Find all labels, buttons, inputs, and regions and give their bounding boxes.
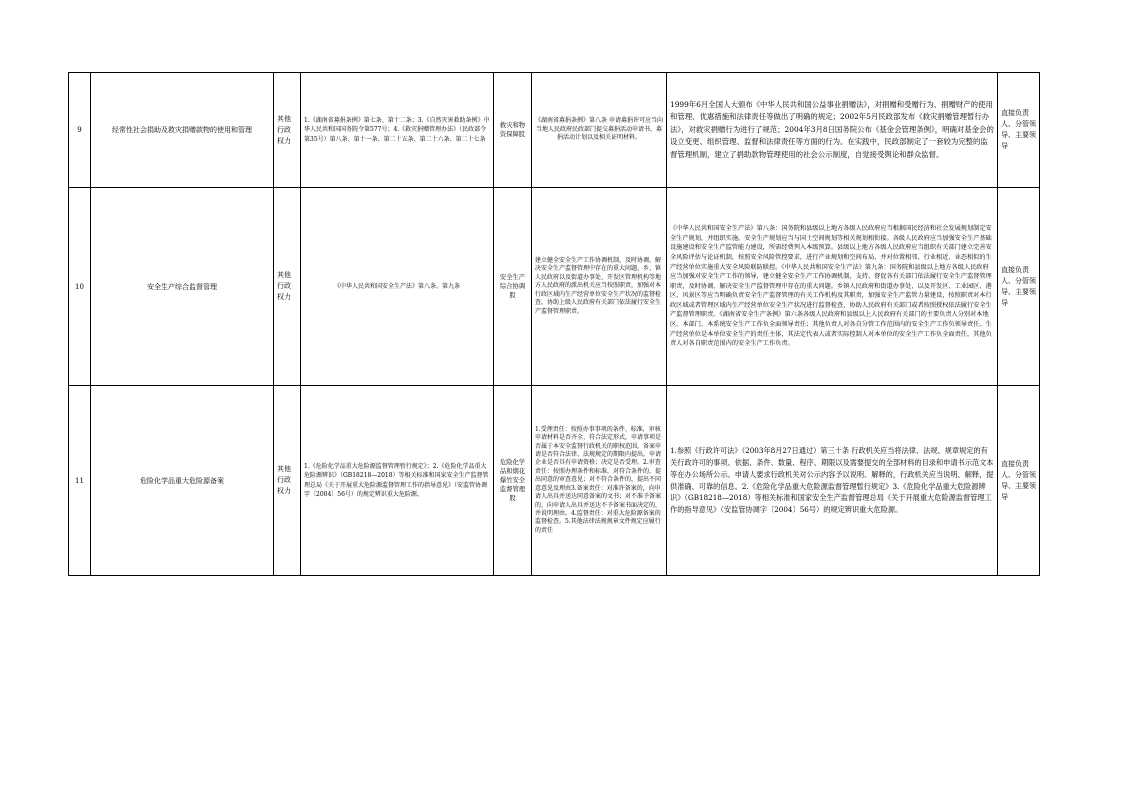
legal-basis: 1.《湖南省募捐条例》第七条、第十二条；3.《自然灾害救助条例》中华人民共和国国务院令第577号；4.《救灾捐赠管理办法》（民政部令第35号）第八条、第十一条、第二十五条、第二十六条、第二十七条	[301, 73, 494, 188]
power-name: 安全生产综合监督管理	[91, 188, 274, 386]
table-row	[69, 386, 1040, 576]
power-list-table	[68, 72, 1040, 576]
power-type: 其他行政权力	[274, 188, 301, 386]
power-type: 其他行政权力	[274, 73, 301, 188]
responsible-subject: 直接负责人、分管领导、主要领导	[998, 188, 1040, 386]
power-name: 经常性社会捐助及救灾捐赠款物的使用和管理	[91, 73, 274, 188]
row-number: 11	[69, 386, 91, 576]
responsible-department: 危险化学品和烟花爆竹安全监督管理股	[494, 386, 532, 576]
responsible-department: 安全生产综合协调股	[494, 188, 532, 386]
responsibility-items: 1.受理责任：按照办事事项的条件、标准，审核申请材料是否齐全、符合法定形式，申请事项是否属于本安全监督行政机关的职权范围，备案申请是否符合法律、法规规定的期限内提出，申请企业是否具有申请资格；决定是否受理。2.审查责任：按照办理条件和标准，对符合条件的，提出同意的审查意见；对不符合条件的，提出不同意意见及理由3.备案责任：对准许备案的，向申请人出具并送达同意备案的文书；对不准予备案的，向申请人出具并送达不予备案书面决定的，并说明理由。4.监督责任：对重大危险源备案的监督检查。5.其他法律法规规章文件规定应履行的责任	[532, 386, 667, 576]
row-number: 9	[69, 73, 91, 188]
responsible-subject: 直接负责人、分管领导、主要领导	[998, 73, 1040, 188]
accountability-basis: 《中华人民共和国安全生产法》第八条：国务院和县级以上地方各级人民政府应当根据国民经济和社会发展规划制定安全生产规划，并组织实施。安全生产规划应当与国土空间规划等相关规划相衔接。各级人民政府应当加强安全生产基础设施建设和安全生产监管能力建设，所需经费列入本级预算。县级以上地方各级人民政府应当组织有关部门建立完善安全风险评估与论证机制，按照安全风险管控要求，进行产业规划和空间布局，并对位置相邻、行业相近、业态相似的生产经营单位实施重大安全风险联防联控。《中华人民共和国安全生产法》第九条：国务院和县级以上地方各级人民政府应当加强对安全生产工作的领导，建立健全安全生产工作协调机制，支持、督促各有关部门依法履行安全生产监督管理职责，及时协调、解决安全生产监督管理中存在的重大问题。乡镇人民政府和街道办事处，以及开发区、工业园区、港区、风景区等应当明确负责安全生产监督管理的有关工作机构及其职责，加强安全生产监管力量建设，按照职责对本行政区域或者管理区域内生产经营单位安全生产状况进行监督检查，协助人民政府有关部门或者按照授权依法履行安全生产监督管理职责。《湖南省安全生产条例》第六条各级人民政府和县级以上人民政府有关部门的主要负责人分别对本地区、本部门、本系统安全生产工作负全面领导责任；其他负责人对各自分管工作范围内的安全生产工作负领导责任。生产经营单位是本单位安全生产的责任主体，其法定代表人或者实际控制人对本单位的安全生产工作负全面责任，其他负责人对各自职责范围内的安全生产工作负责。	[667, 188, 998, 386]
responsibility-items: 《湖南省募捐条例》第八条 申请募捐许可应当向当地人民政府民政部门提交募捐活动申请书、募捐活动计划以及相关证明材料。	[532, 73, 667, 188]
power-type: 其他行政权力	[274, 386, 301, 576]
legal-basis: 《中华人民共和国安全生产法》第八条、第九条	[301, 188, 494, 386]
accountability-basis: 1999年6月全国人大颁布《中华人民共和国公益事业捐赠法》，对捐赠和受赠行为、捐赠财产的使用和管理、优惠措施和法律责任等做出了明确的规定；2002年5月民政部发布《救灾捐赠管理暂行办法》，对救灾捐赠行为进行了规范；2004年3月8日国务院公布《基金会管理条例》，明确对基金会的设立变更、组织管理、监督和法律责任等方面的行为。在实践中，民政部制定了一套较为完整的监督管理机制，建立了捐助款物管理使用的社会公示制度，自觉接受舆论和群众监督。	[667, 73, 998, 188]
responsibility-items: 建立健全安全生产工作协调机制，及时协调、解决安全生产监督管理中存在的重大问题。乡、镇人民政府以及街道办事处、开发区管理机构等地方人民政府的派出机关应当按照职责，加强对本行政区域内生产经营单位安全生产状况的监督检查，协助上级人民政府有关部门依法履行安全生产监督管理职责。	[532, 188, 667, 386]
accountability-basis: 1.参照《行政许可法》（2003年8月27日通过）第三十条 行政机关应当将法律、法规、规章规定的有关行政许可的事项、依据、条件、数量、程序、期限以及需要提交的全部材料的目录和申请书示范文本等在办公场所公示。申请人要求行政机关对公示内容予以说明、解释的，行政机关应当说明、解释，提供准确、可靠的信息。2.《危险化学品重大危险源监督管理暂行规定》3.《危险化学品重大危险源辨识》（GB18218—2018）等相关标准和国家安全生产监督管理总局《关于开展重大危险源监督管理工作的指导意见》（安监管协调字〔2004〕56号）的规定辨识重大危险源。	[667, 386, 998, 576]
responsible-department: 救灾和物资保障股	[494, 73, 532, 188]
table-row	[69, 188, 1040, 386]
row-number: 10	[69, 188, 91, 386]
power-name: 危险化学品重大危险源备案	[91, 386, 274, 576]
responsible-subject: 直接负责人、分管领导、主要领导	[998, 386, 1040, 576]
legal-basis: 1.《危险化学品重大危险源监督管理暂行规定》；2.《危险化学品重大危险源辨识》（GB18218—2018）等相关标准和国家安全生产监督管理总局《关于开展重大危险源监督管理工作的指导意见》（安监管协调字〔2004〕56号）的规定辨识重大危险源。	[301, 386, 494, 576]
table-row	[69, 73, 1040, 188]
